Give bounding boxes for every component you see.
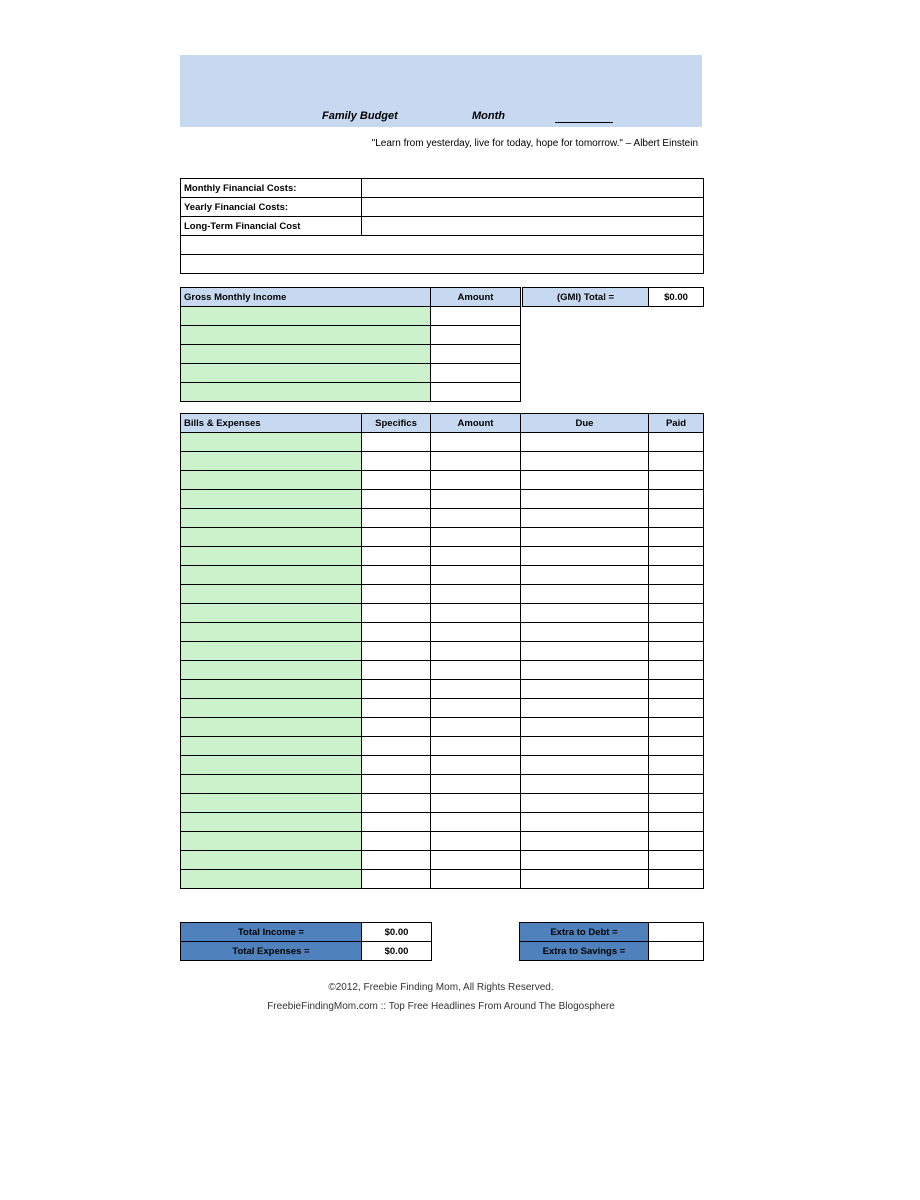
expense-name-cell[interactable] (181, 490, 362, 509)
due-cell[interactable] (521, 756, 649, 775)
due-cell[interactable] (521, 623, 649, 642)
income-source-cell[interactable] (181, 326, 431, 345)
paid-cell[interactable] (649, 433, 704, 452)
due-cell[interactable] (521, 585, 649, 604)
expense-amount-cell[interactable] (431, 661, 521, 680)
expense-name-cell[interactable] (181, 528, 362, 547)
specifics-cell[interactable] (362, 547, 431, 566)
income-amount-cell[interactable] (431, 326, 521, 345)
due-cell[interactable] (521, 452, 649, 471)
expense-amount-cell[interactable] (431, 870, 521, 889)
expense-row (181, 471, 704, 490)
paid-cell[interactable] (649, 547, 704, 566)
expense-name-cell[interactable] (181, 547, 362, 566)
expense-row (181, 623, 704, 642)
expense-name-cell[interactable] (181, 851, 362, 870)
expenses-table (180, 413, 704, 889)
specifics-cell[interactable] (362, 452, 431, 471)
due-cell[interactable] (521, 775, 649, 794)
expense-name-cell[interactable] (181, 699, 362, 718)
expense-amount-cell[interactable] (431, 528, 521, 547)
income-amount-cell[interactable] (431, 383, 521, 402)
extra-debt-label: Extra to Debt = (520, 923, 649, 942)
expense-amount-cell[interactable] (431, 566, 521, 585)
paid-cell[interactable] (649, 737, 704, 756)
income-source-cell[interactable] (181, 364, 431, 383)
paid-cell[interactable] (649, 813, 704, 832)
month-label: Month (472, 110, 505, 122)
expense-amount-cell[interactable] (431, 547, 521, 566)
longterm-costs-label: Long-Term Financial Cost (181, 217, 362, 236)
paid-cell[interactable] (649, 699, 704, 718)
expense-name-cell[interactable] (181, 813, 362, 832)
expense-amount-cell[interactable] (431, 775, 521, 794)
paid-cell[interactable] (649, 718, 704, 737)
specifics-cell[interactable] (362, 585, 431, 604)
paid-cell[interactable] (649, 680, 704, 699)
total-expenses-value: $0.00 (362, 942, 432, 961)
total-income-label: Total Income = (181, 923, 362, 942)
expense-name-cell[interactable] (181, 452, 362, 471)
due-cell[interactable] (521, 870, 649, 889)
specifics-cell[interactable] (362, 604, 431, 623)
expense-name-cell[interactable] (181, 604, 362, 623)
due-cell[interactable] (521, 604, 649, 623)
expense-amount-cell[interactable] (431, 585, 521, 604)
paid-cell[interactable] (649, 851, 704, 870)
financial-costs-table (180, 178, 704, 274)
expense-row (181, 509, 704, 528)
expense-name-cell[interactable] (181, 566, 362, 585)
month-input-line[interactable] (555, 122, 613, 123)
specifics-cell[interactable] (362, 433, 431, 452)
due-cell[interactable] (521, 566, 649, 585)
expense-name-cell[interactable] (181, 832, 362, 851)
expense-amount-cell[interactable] (431, 623, 521, 642)
expense-row (181, 433, 704, 452)
expense-row (181, 680, 704, 699)
expense-amount-cell[interactable] (431, 851, 521, 870)
income-amount-cell[interactable] (431, 307, 521, 326)
expense-amount-cell[interactable] (431, 699, 521, 718)
income-header: Gross Monthly Income (181, 288, 431, 307)
expense-row (181, 585, 704, 604)
expense-row (181, 604, 704, 623)
extra-savings-label: Extra to Savings = (520, 942, 649, 961)
paid-header: Paid (649, 414, 704, 433)
expense-row (181, 452, 704, 471)
due-cell[interactable] (521, 547, 649, 566)
expense-name-cell[interactable] (181, 775, 362, 794)
tagline: FreebieFindingMom.com :: Top Free Headlines From Around The Blogosphere (267, 1001, 615, 1012)
paid-cell[interactable] (649, 452, 704, 471)
yearly-costs-input[interactable] (362, 198, 704, 217)
due-cell[interactable] (521, 433, 649, 452)
expense-name-cell[interactable] (181, 509, 362, 528)
expense-name-cell[interactable] (181, 680, 362, 699)
expense-row (181, 832, 704, 851)
specifics-cell[interactable] (362, 642, 431, 661)
paid-cell[interactable] (649, 832, 704, 851)
expense-amount-cell[interactable] (431, 737, 521, 756)
expense-name-cell[interactable] (181, 718, 362, 737)
expense-row (181, 547, 704, 566)
income-source-cell[interactable] (181, 345, 431, 364)
specifics-header: Specifics (362, 414, 431, 433)
expense-row (181, 566, 704, 585)
gmi-total-value: $0.00 (649, 288, 704, 307)
due-cell[interactable] (521, 794, 649, 813)
specifics-cell[interactable] (362, 832, 431, 851)
due-cell[interactable] (521, 832, 649, 851)
expense-row (181, 813, 704, 832)
specifics-cell[interactable] (362, 509, 431, 528)
specifics-cell[interactable] (362, 851, 431, 870)
specifics-cell[interactable] (362, 490, 431, 509)
expenses-header: Bills & Expenses (181, 414, 362, 433)
due-cell[interactable] (521, 642, 649, 661)
income-amount-cell[interactable] (431, 364, 521, 383)
specifics-cell[interactable] (362, 794, 431, 813)
due-cell[interactable] (521, 718, 649, 737)
specifics-cell[interactable] (362, 775, 431, 794)
due-cell[interactable] (521, 813, 649, 832)
expense-name-cell[interactable] (181, 737, 362, 756)
due-cell[interactable] (521, 509, 649, 528)
extra-debt-input[interactable] (649, 923, 704, 942)
expense-amount-cell[interactable] (431, 490, 521, 509)
monthly-costs-label: Monthly Financial Costs: (181, 179, 362, 198)
expense-amount-cell[interactable] (431, 604, 521, 623)
expense-name-cell[interactable] (181, 623, 362, 642)
page-title: Family Budget (322, 110, 398, 122)
specifics-cell[interactable] (362, 528, 431, 547)
paid-cell[interactable] (649, 775, 704, 794)
notes-row[interactable] (181, 255, 704, 274)
expense-name-cell[interactable] (181, 585, 362, 604)
specifics-cell[interactable] (362, 471, 431, 490)
extra-savings-input[interactable] (649, 942, 704, 961)
expense-row (181, 756, 704, 775)
income-amount-header: Amount (431, 288, 521, 307)
specifics-cell[interactable] (362, 813, 431, 832)
expense-amount-cell[interactable] (431, 680, 521, 699)
expense-row (181, 642, 704, 661)
expense-rows (181, 433, 704, 889)
quote: "Learn from yesterday, live for today, hope for tomorrow." – Albert Einstein (371, 138, 698, 149)
expense-row (181, 870, 704, 889)
expense-amount-cell[interactable] (431, 794, 521, 813)
expense-amount-cell[interactable] (431, 642, 521, 661)
gmi-total-label: (GMI) Total = (523, 288, 649, 307)
expense-name-cell[interactable] (181, 433, 362, 452)
expense-row (181, 490, 704, 509)
paid-cell[interactable] (649, 566, 704, 585)
specifics-cell[interactable] (362, 661, 431, 680)
income-source-cell[interactable] (181, 383, 431, 402)
paid-cell[interactable] (649, 604, 704, 623)
paid-cell[interactable] (649, 528, 704, 547)
total-expenses-label: Total Expenses = (181, 942, 362, 961)
total-income-value: $0.00 (362, 923, 432, 942)
due-cell[interactable] (521, 661, 649, 680)
expense-row (181, 699, 704, 718)
specifics-cell[interactable] (362, 680, 431, 699)
expense-name-cell[interactable] (181, 642, 362, 661)
paid-cell[interactable] (649, 661, 704, 680)
expense-name-cell[interactable] (181, 794, 362, 813)
paid-cell[interactable] (649, 623, 704, 642)
paid-cell[interactable] (649, 642, 704, 661)
totals-table (180, 922, 432, 961)
expense-row (181, 661, 704, 680)
extra-table (519, 922, 704, 961)
paid-cell[interactable] (649, 870, 704, 889)
expense-row (181, 851, 704, 870)
specifics-cell[interactable] (362, 566, 431, 585)
specifics-cell[interactable] (362, 623, 431, 642)
income-amount-cell[interactable] (431, 345, 521, 364)
income-source-cell[interactable] (181, 307, 431, 326)
due-cell[interactable] (521, 490, 649, 509)
expense-row (181, 737, 704, 756)
income-table (180, 287, 521, 402)
paid-cell[interactable] (649, 490, 704, 509)
due-cell[interactable] (521, 737, 649, 756)
expense-name-cell[interactable] (181, 471, 362, 490)
specifics-cell[interactable] (362, 718, 431, 737)
expense-name-cell[interactable] (181, 661, 362, 680)
due-header: Due (521, 414, 649, 433)
due-cell[interactable] (521, 699, 649, 718)
paid-cell[interactable] (649, 509, 704, 528)
paid-cell[interactable] (649, 471, 704, 490)
notes-row[interactable] (181, 236, 704, 255)
expense-row (181, 794, 704, 813)
yearly-costs-label: Yearly Financial Costs: (181, 198, 362, 217)
due-cell[interactable] (521, 471, 649, 490)
due-cell[interactable] (521, 528, 649, 547)
expense-row (181, 718, 704, 737)
due-cell[interactable] (521, 851, 649, 870)
expense-amount-cell[interactable] (431, 756, 521, 775)
expense-row (181, 528, 704, 547)
expense-row (181, 775, 704, 794)
specifics-cell[interactable] (362, 756, 431, 775)
expense-amount-cell[interactable] (431, 718, 521, 737)
expense-name-cell[interactable] (181, 756, 362, 775)
due-cell[interactable] (521, 680, 649, 699)
monthly-costs-input[interactable] (362, 179, 704, 198)
paid-cell[interactable] (649, 794, 704, 813)
specifics-cell[interactable] (362, 870, 431, 889)
expense-amount-cell[interactable] (431, 832, 521, 851)
expense-amount-cell[interactable] (431, 433, 521, 452)
specifics-cell[interactable] (362, 737, 431, 756)
specifics-cell[interactable] (362, 699, 431, 718)
expense-amount-cell[interactable] (431, 471, 521, 490)
expense-name-cell[interactable] (181, 870, 362, 889)
paid-cell[interactable] (649, 585, 704, 604)
expense-amount-cell[interactable] (431, 813, 521, 832)
copyright: ©2012, Freebie Finding Mom, All Rights Reserved. (328, 982, 554, 993)
expense-amount-header: Amount (431, 414, 521, 433)
expense-amount-cell[interactable] (431, 452, 521, 471)
expense-amount-cell[interactable] (431, 509, 521, 528)
longterm-costs-input[interactable] (362, 217, 704, 236)
gmi-total-table (522, 287, 704, 307)
header-band (180, 55, 702, 127)
paid-cell[interactable] (649, 756, 704, 775)
